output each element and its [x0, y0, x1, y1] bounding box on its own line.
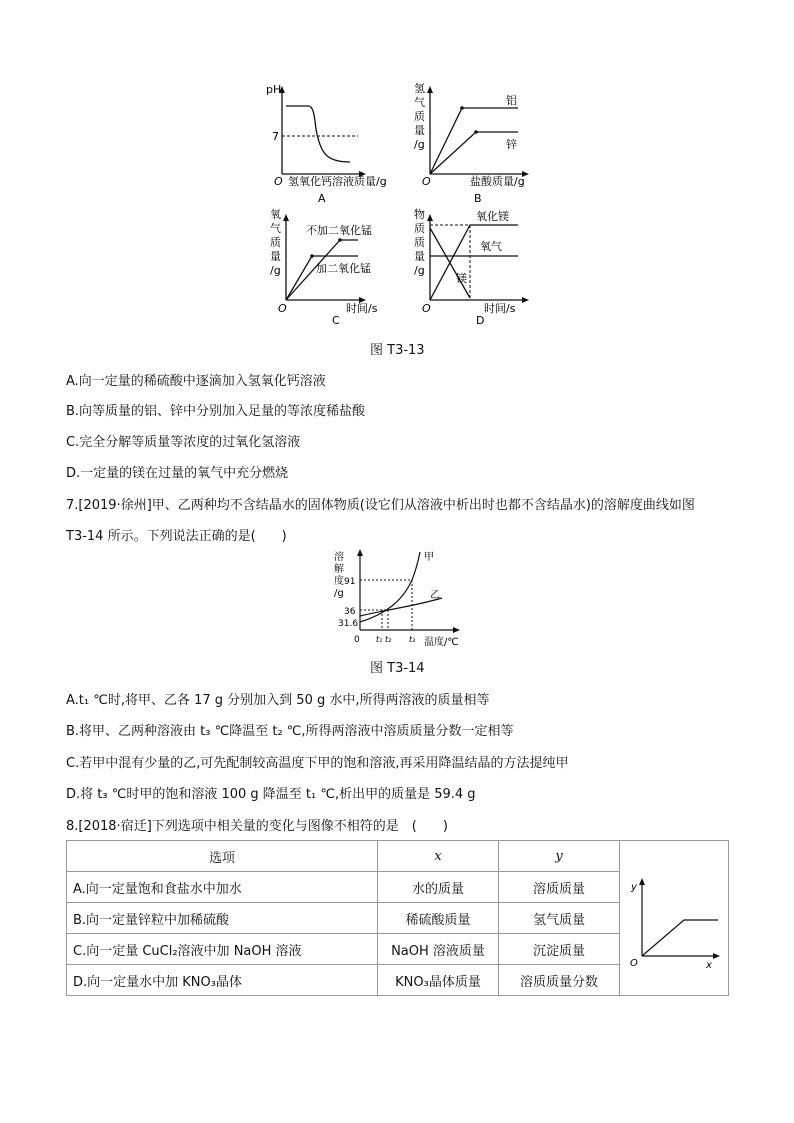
- svg-text:/g: /g: [270, 264, 281, 277]
- ph-curve: [286, 106, 350, 162]
- svg-text:A: A: [318, 192, 326, 205]
- svg-text:O: O: [422, 175, 431, 188]
- svg-text:量: 量: [270, 250, 281, 263]
- svg-text:氧: 氧: [270, 208, 281, 221]
- svg-text:O: O: [278, 302, 287, 315]
- q6-option-c: C.完全分解等质量等浓度的过氧化氢溶液: [66, 435, 301, 450]
- q8-stem: 8.[2018·宿迁]下列选项中相关量的变化与图像不相符的是 ( ): [66, 819, 448, 834]
- svg-text:t₃: t₃: [409, 635, 416, 644]
- svg-text:/g: /g: [334, 588, 344, 599]
- row-y: 氢气质量: [499, 903, 620, 934]
- row-option: A.向一定量饱和食盐水中加水: [67, 872, 378, 903]
- row-x: KNO₃晶体质量: [378, 965, 499, 996]
- svg-text:镁: 镁: [456, 272, 467, 285]
- svg-text:y: y: [631, 882, 637, 893]
- svg-text:/g: /g: [414, 264, 425, 277]
- svg-text:解: 解: [334, 564, 344, 575]
- svg-text:量: 量: [414, 250, 425, 263]
- svg-text:时间/s: 时间/s: [484, 302, 516, 315]
- svg-text:B: B: [474, 192, 482, 205]
- svg-text:氧化镁: 氧化镁: [476, 210, 509, 223]
- q7-stem-line1: 7.[2019·徐州]甲、乙两种均不含结晶水的固体物质(设它们从溶液中析出时也都不含结晶水)的溶解度曲线如图: [66, 498, 695, 513]
- q7-option-d: D.将 t₃ ℃时甲的饱和溶液 100 g 降温至 t₁ ℃,析出甲的质量是 59.4 g: [66, 787, 476, 802]
- al-line: [430, 108, 518, 174]
- jia-curve: [360, 552, 420, 622]
- row-x: NaOH 溶液质量: [378, 934, 499, 965]
- svg-text:7: 7: [272, 130, 279, 143]
- svg-text:不加二氧化锰: 不加二氧化锰: [306, 224, 372, 237]
- table-header-row: [67, 841, 729, 872]
- svg-text:31.6: 31.6: [338, 619, 359, 629]
- svg-text:x: x: [706, 960, 712, 971]
- q8-graph: [620, 856, 728, 976]
- row-option: B.向一定量锌粒中加稀硫酸: [67, 903, 378, 934]
- svg-text:质: 质: [414, 110, 425, 123]
- svg-text:甲: 甲: [424, 552, 434, 563]
- zn-line: [430, 132, 518, 174]
- row-y: 溶质质量: [499, 872, 620, 903]
- graph-cell: [620, 841, 729, 996]
- svg-text:加二氧化锰: 加二氧化锰: [316, 262, 371, 275]
- q6-option-d: D.一定量的镁在过量的氧气中充分燃烧: [66, 466, 289, 481]
- figure-caption-t3-13: 图 T3-13: [370, 343, 425, 358]
- q8-table: [66, 840, 729, 996]
- q7-stem-line2: T3-14 所示。下列说法正确的是( ): [66, 529, 287, 544]
- header-option: 选项: [67, 841, 378, 872]
- q6-option-b: B.向等质量的铝、锌中分别加入足量的等浓度稀盐酸: [66, 404, 366, 419]
- figure-t3-14: [330, 548, 470, 650]
- svg-text:氢: 氢: [414, 82, 425, 95]
- svg-text:/g: /g: [414, 138, 425, 151]
- svg-text:度: 度: [334, 576, 344, 587]
- svg-text:91: 91: [344, 577, 356, 587]
- row-y: 溶质质量分数: [499, 965, 620, 996]
- svg-text:时间/s: 时间/s: [346, 302, 378, 315]
- q7-option-a: A.t₁ ℃时,将甲、乙各 17 g 分别加入到 50 g 水中,所得两溶液的质量相等: [66, 693, 490, 708]
- row-x: 水的质量: [378, 872, 499, 903]
- svg-text:t₂: t₂: [385, 635, 392, 644]
- svg-text:盐酸质量/g: 盐酸质量/g: [470, 175, 525, 188]
- svg-text:氧气: 氧气: [480, 240, 502, 253]
- svg-text:锌: 锌: [506, 138, 517, 151]
- svg-text:乙: 乙: [430, 590, 440, 601]
- svg-text:质: 质: [414, 236, 425, 249]
- q8-line: [642, 920, 718, 956]
- row-option: C.向一定量 CuCl₂溶液中加 NaOH 溶液: [67, 934, 378, 965]
- svg-text:溶: 溶: [334, 552, 344, 563]
- svg-text:质: 质: [414, 222, 425, 235]
- header-x: x: [378, 841, 499, 872]
- svg-text:O: O: [274, 175, 283, 188]
- row-x: 稀硫酸质量: [378, 903, 499, 934]
- svg-text:铝: 铝: [506, 94, 517, 107]
- svg-text:O: O: [630, 958, 638, 969]
- figure-caption-t3-14: 图 T3-14: [370, 661, 425, 676]
- figure-t3-13: [250, 78, 550, 338]
- row-option: D.向一定量水中加 KNO₃晶体: [67, 965, 378, 996]
- mgo-line: [430, 225, 518, 300]
- header-y: y: [499, 841, 620, 872]
- svg-text:t₁: t₁: [376, 635, 383, 644]
- svg-text:物: 物: [414, 208, 425, 221]
- svg-text:O: O: [422, 302, 431, 315]
- svg-text:温度/℃: 温度/℃: [424, 637, 459, 648]
- svg-text:氢氧化钙溶液质量/g: 氢氧化钙溶液质量/g: [288, 175, 387, 188]
- q7-option-b: B.将甲、乙两种溶液由 t₃ ℃降温至 t₂ ℃,所得两溶液中溶质质量分数一定相等: [66, 724, 514, 739]
- q7-option-c: C.若甲中混有少量的乙,可先配制较高温度下甲的饱和溶液,再采用降温结晶的方法提纯甲: [66, 756, 569, 771]
- row-y: 沉淀质量: [499, 934, 620, 965]
- svg-text:36: 36: [344, 607, 356, 617]
- ph-label: pH: [266, 83, 282, 96]
- svg-text:C: C: [332, 314, 340, 327]
- svg-text:量: 量: [414, 124, 425, 137]
- svg-text:D: D: [476, 314, 485, 327]
- svg-text:气: 气: [270, 222, 281, 235]
- svg-text:质: 质: [270, 236, 281, 249]
- svg-text:气: 气: [414, 96, 425, 109]
- svg-text:0: 0: [354, 635, 360, 645]
- q6-option-a: A.向一定量的稀硫酸中逐滴加入氢氧化钙溶液: [66, 374, 326, 389]
